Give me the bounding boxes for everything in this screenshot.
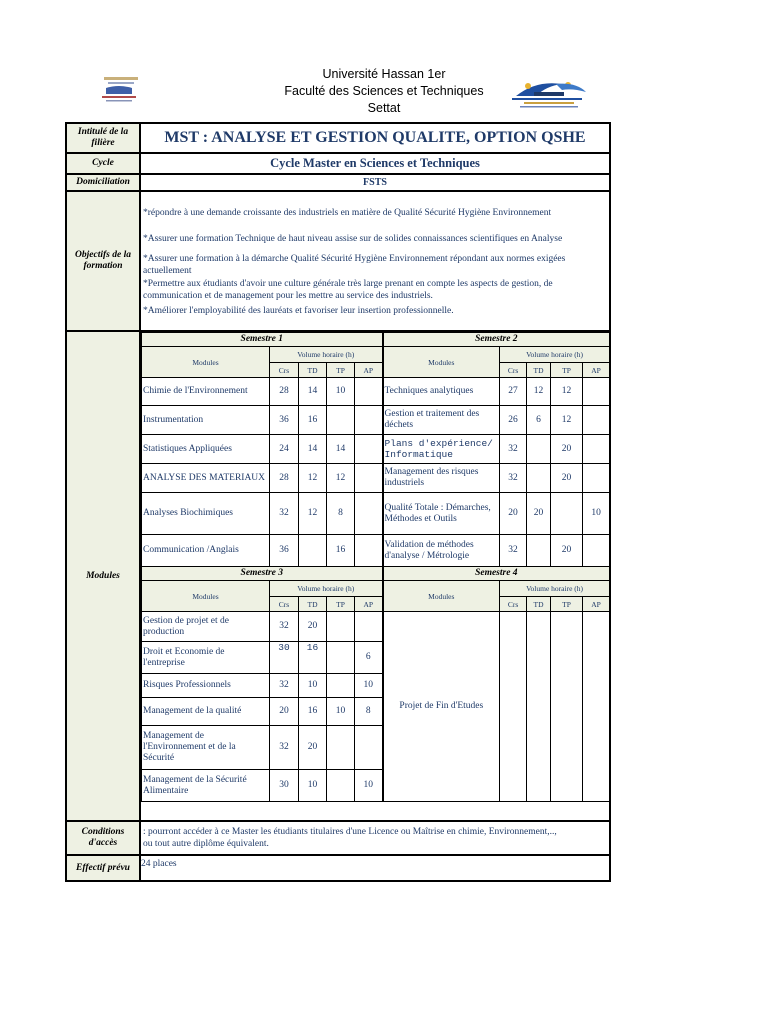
module-ap xyxy=(355,406,383,435)
module-crs: 26 xyxy=(500,406,527,435)
tp-header: TP xyxy=(327,597,355,612)
module-name: Instrumentation xyxy=(142,406,270,435)
module-ap xyxy=(355,435,383,464)
modules-header: Modules xyxy=(383,581,500,612)
module-crs: 28 xyxy=(270,378,299,406)
module-ap xyxy=(583,378,610,406)
module-crs: 20 xyxy=(500,493,527,535)
module-tp: 20 xyxy=(551,535,583,567)
module-tp: 14 xyxy=(327,435,355,464)
module-tp: 16 xyxy=(327,535,355,567)
module-ap: 10 xyxy=(355,674,383,698)
module-name: Gestion de projet et de production xyxy=(142,612,270,642)
objectif-item: *Assurer une formation à la démarche Qualité Sécurité Hygiène Environnement répondant aux normes exigées actuellement xyxy=(143,254,566,276)
modules-header: Modules xyxy=(142,347,270,378)
semestre1-title: Semestre 1 xyxy=(142,333,383,347)
modules-grid xyxy=(140,331,610,821)
module-ap xyxy=(355,612,383,642)
filiere-title: MST : ANALYSE ET GESTION QUALITE, OPTION QSHE xyxy=(140,123,610,153)
volume-header: Volume horaire (h) xyxy=(500,347,610,363)
td-header: TD xyxy=(527,363,551,378)
module-name: Management de la qualité xyxy=(142,698,270,726)
objectifs-list xyxy=(140,191,610,331)
module-name: Qualité Totale : Démarches, Méthodes et Outils xyxy=(383,493,500,535)
crs-header: Crs xyxy=(500,597,527,612)
module-td: 14 xyxy=(299,378,327,406)
module-tp: 10 xyxy=(327,698,355,726)
tp-header: TP xyxy=(551,363,583,378)
ap-header: AP xyxy=(355,363,383,378)
cycle-value: Cycle Master en Sciences et Techniques xyxy=(140,153,610,174)
module-td: 20 xyxy=(299,612,327,642)
module-tp: 10 xyxy=(327,378,355,406)
faculty-name: Faculté des Sciences et Techniques xyxy=(284,84,484,98)
module-ap: 10 xyxy=(583,493,610,535)
domiciliation-value: FSTS xyxy=(140,174,610,191)
domiciliation-label: Domiciliation xyxy=(66,174,140,191)
module-td: 10 xyxy=(299,770,327,802)
module-tp: 12 xyxy=(551,406,583,435)
module-td xyxy=(527,435,551,464)
module-td: 14 xyxy=(299,435,327,464)
module-name: Management de l'Environnement et de la Sécurité xyxy=(142,726,270,770)
module-tp xyxy=(327,726,355,770)
module-name: Validation de méthodes d'analyse / Métrologie xyxy=(383,535,500,567)
faculty-logo-icon xyxy=(506,78,592,110)
module-td xyxy=(527,535,551,567)
conditions-label: Conditions d'accès xyxy=(66,821,140,855)
module-crs: 36 xyxy=(270,406,299,435)
empty-cell xyxy=(583,612,610,802)
effectif-value: 24 places xyxy=(140,855,610,881)
conditions-line: : pourront accéder à ce Master les étudiants titulaires d'une Licence ou Maîtrise en chimie, Environnement,.., xyxy=(143,827,557,837)
semestres-table xyxy=(141,332,610,802)
module-crs: 36 xyxy=(270,535,299,567)
modules-header: Modules xyxy=(142,581,270,612)
module-tp xyxy=(327,770,355,802)
objectif-item: *Permettre aux étudiants d'avoir une culture générale très large prenant en compte les aspects de gestion, de communication et de management pour les mettre au service des industriels. xyxy=(143,279,553,301)
module-td: 10 xyxy=(299,674,327,698)
objectif-item: *répondre à une demande croissante des industriels en matière de Qualité Sécurité Hygiène Environnement xyxy=(143,208,552,219)
module-tp: 20 xyxy=(551,435,583,464)
td-header: TD xyxy=(299,363,327,378)
module-td: 12 xyxy=(527,378,551,406)
module-td xyxy=(299,535,327,567)
objectif-item: *Assurer une formation Technique de haut niveau assise sur de solides connaissances scientifiques en Analyse xyxy=(143,233,563,244)
module-td xyxy=(527,464,551,493)
module-crs: 32 xyxy=(270,674,299,698)
module-tp xyxy=(551,493,583,535)
module-tp: 12 xyxy=(551,378,583,406)
university-name: Université Hassan 1er xyxy=(322,67,446,81)
ap-header: AP xyxy=(583,363,610,378)
crs-header: Crs xyxy=(270,363,299,378)
module-name: ANALYSE DES MATERIAUX xyxy=(142,464,270,493)
modules-label: Modules xyxy=(66,331,140,821)
volume-header: Volume horaire (h) xyxy=(270,581,383,597)
modules-header: Modules xyxy=(383,347,500,378)
module-td: 16 xyxy=(299,642,327,674)
volume-header: Volume horaire (h) xyxy=(270,347,383,363)
crs-header: Crs xyxy=(270,597,299,612)
module-ap xyxy=(355,535,383,567)
effectif-label: Effectif prévu xyxy=(66,855,140,881)
module-ap xyxy=(583,435,610,464)
module-name: Statistiques Appliquées xyxy=(142,435,270,464)
module-name: Chimie de l'Environnement xyxy=(142,378,270,406)
objectifs-label: Objectifs de la formation xyxy=(66,191,140,331)
module-tp xyxy=(327,642,355,674)
module-tp: 12 xyxy=(327,464,355,493)
ap-header: AP xyxy=(583,597,610,612)
module-crs: 32 xyxy=(500,535,527,567)
module-tp: 20 xyxy=(551,464,583,493)
cycle-label: Cycle xyxy=(66,153,140,174)
module-crs: 32 xyxy=(270,726,299,770)
crs-header: Crs xyxy=(500,363,527,378)
empty-cell xyxy=(500,612,527,802)
module-crs: 32 xyxy=(270,612,299,642)
filiere-label: Intitulé de la filière xyxy=(66,123,140,153)
volume-header: Volume horaire (h) xyxy=(500,581,610,597)
module-crs: 32 xyxy=(500,435,527,464)
module-td: 6 xyxy=(527,406,551,435)
module-crs: 20 xyxy=(270,698,299,726)
module-crs: 32 xyxy=(500,464,527,493)
module-td: 20 xyxy=(527,493,551,535)
module-crs: 30 xyxy=(270,770,299,802)
module-td: 16 xyxy=(299,698,327,726)
module-name: Management de la Sécurité Alimentaire xyxy=(142,770,270,802)
module-ap: 8 xyxy=(355,698,383,726)
module-crs: 30 xyxy=(270,642,299,674)
td-header: TD xyxy=(299,597,327,612)
conditions-text xyxy=(140,821,610,855)
module-td: 16 xyxy=(299,406,327,435)
module-crs: 32 xyxy=(270,493,299,535)
module-tp: 8 xyxy=(327,493,355,535)
program-table xyxy=(65,122,611,882)
module-tp xyxy=(327,406,355,435)
module-td: 20 xyxy=(299,726,327,770)
module-ap xyxy=(355,726,383,770)
module-name: Management des risques industriels xyxy=(383,464,500,493)
module-ap: 6 xyxy=(355,642,383,674)
module-crs: 28 xyxy=(270,464,299,493)
module-name: Gestion et traitement des déchets xyxy=(383,406,500,435)
module-name: Droit et Economie de l'entreprise xyxy=(142,642,270,674)
empty-cell xyxy=(551,612,583,802)
projet-fin-etudes: Projet de Fin d'Etudes xyxy=(383,612,500,802)
university-logo-icon xyxy=(96,74,142,104)
module-ap xyxy=(355,378,383,406)
module-ap xyxy=(583,464,610,493)
module-ap: 10 xyxy=(355,770,383,802)
module-name: Techniques analytiques xyxy=(383,378,500,406)
semestre4-title: Semestre 4 xyxy=(383,567,610,581)
module-name: Risques Professionnels xyxy=(142,674,270,698)
module-td: 12 xyxy=(299,493,327,535)
semestre2-title: Semestre 2 xyxy=(383,333,610,347)
module-name: Plans d'expérience/ Informatique xyxy=(383,435,500,464)
module-name: Analyses Biochimiques xyxy=(142,493,270,535)
module-td: 12 xyxy=(299,464,327,493)
module-ap xyxy=(583,535,610,567)
module-tp xyxy=(327,674,355,698)
tp-header: TP xyxy=(551,597,583,612)
module-name: Communication /Anglais xyxy=(142,535,270,567)
module-crs: 27 xyxy=(500,378,527,406)
conditions-line: ou tout autre diplôme équivalent. xyxy=(143,839,269,849)
td-header: TD xyxy=(527,597,551,612)
objectif-item: *Améliorer l'employabilité des lauréats et favoriser leur insertion professionnelle. xyxy=(143,306,454,317)
module-tp xyxy=(327,612,355,642)
module-ap xyxy=(355,493,383,535)
module-ap xyxy=(355,464,383,493)
module-crs: 24 xyxy=(270,435,299,464)
empty-cell xyxy=(527,612,551,802)
ap-header: AP xyxy=(355,597,383,612)
city-name: Settat xyxy=(367,101,401,115)
semestre3-title: Semestre 3 xyxy=(142,567,383,581)
module-ap xyxy=(583,406,610,435)
tp-header: TP xyxy=(327,363,355,378)
